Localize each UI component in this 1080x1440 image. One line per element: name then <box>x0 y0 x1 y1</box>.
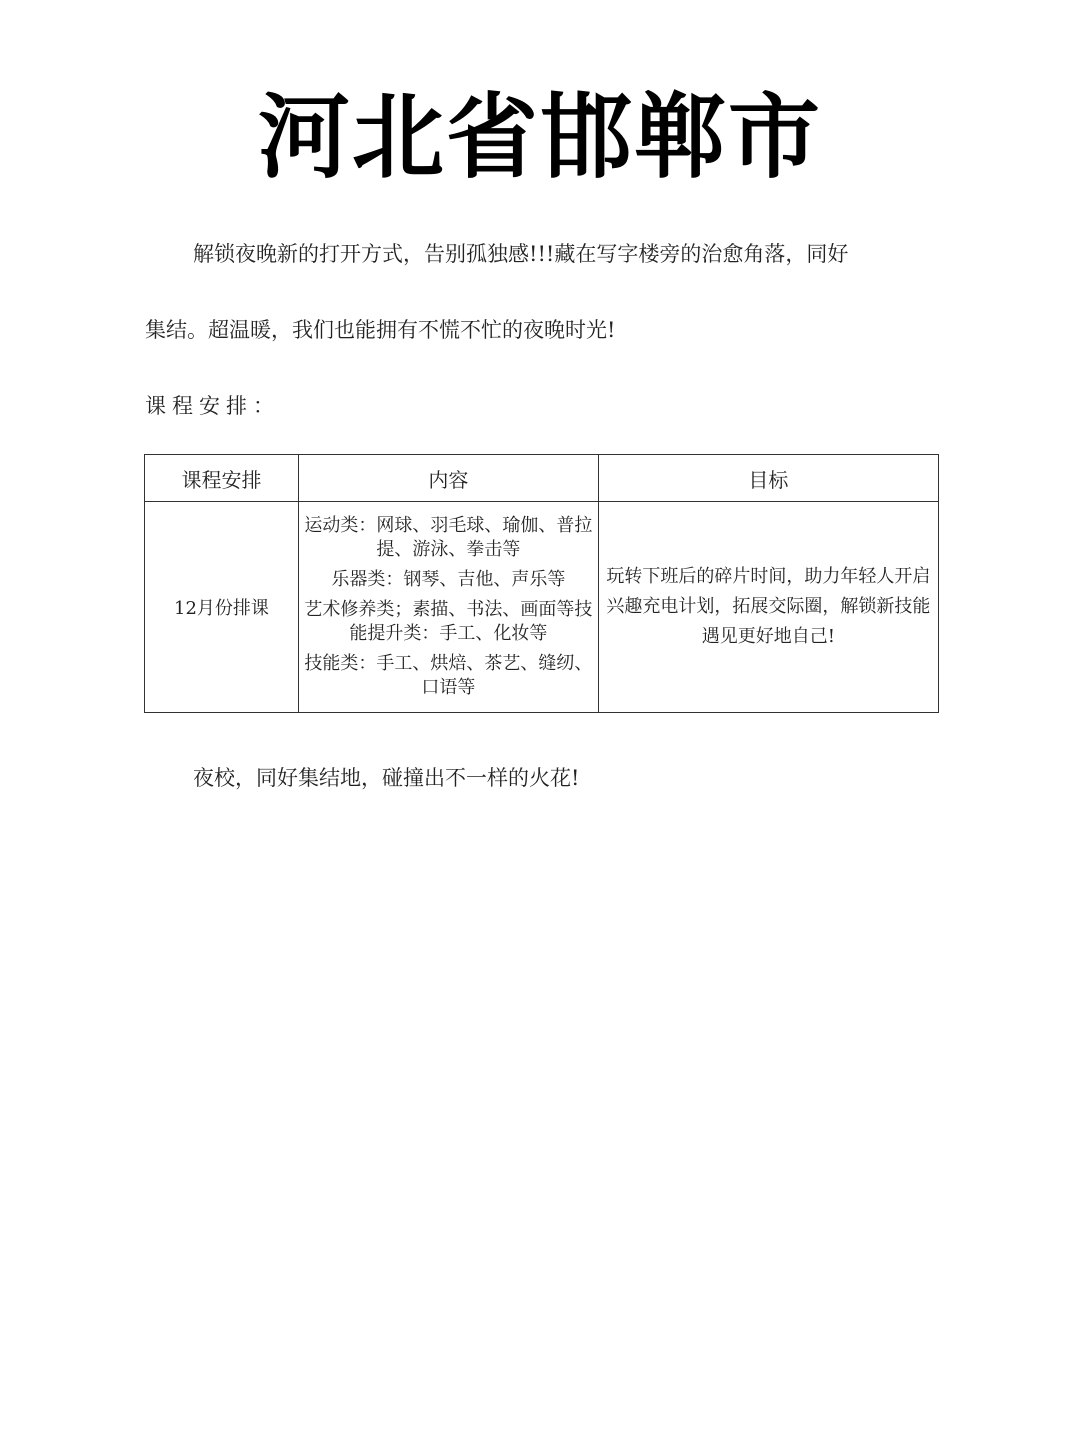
table-row <box>145 502 939 713</box>
content-arts: 艺术修养类；素描、书法、画面等技能提升类：手工、化妆等 <box>304 599 593 644</box>
course-schedule-table <box>144 454 939 713</box>
content-sports: 运动类：网球、羽毛球、瑜伽、普拉提、游泳、拳击等 <box>304 515 593 560</box>
content-instruments: 乐器类：钢琴、吉他、声乐等 <box>331 569 566 590</box>
goal-line-3: 遇见更好地自己! <box>701 626 836 647</box>
page-title: 河北省邯郸市 <box>257 84 822 191</box>
header-goal: 目标 <box>598 455 938 502</box>
table-header-row <box>145 455 939 502</box>
header-content: 内容 <box>298 455 598 502</box>
goal-cell <box>598 502 938 713</box>
content-cell <box>298 502 598 713</box>
intro-line-2: 集结。超温暖，我们也能拥有不慌不忙的夜晚时光! <box>145 318 616 342</box>
content-skills: 技能类：手工、烘焙、茶艺、缝纫、口语等 <box>304 653 593 698</box>
schedule-label: 课程安排： <box>145 394 280 418</box>
intro-line-1: 解锁夜晚新的打开方式，告别孤独感!!!藏在写字楼旁的治愈角落，同好 <box>193 242 849 266</box>
goal-line-2: 兴趣充电计划，拓展交际圈，解锁新技能 <box>606 596 931 617</box>
header-schedule: 课程安排 <box>145 455 299 502</box>
period-cell: 12月份排课 <box>145 502 299 713</box>
goal-line-1: 玩转下班后的碎片时间，助力年轻人开启 <box>606 566 931 587</box>
closing-line: 夜校，同好集结地，碰撞出不一样的火花! <box>193 766 580 790</box>
